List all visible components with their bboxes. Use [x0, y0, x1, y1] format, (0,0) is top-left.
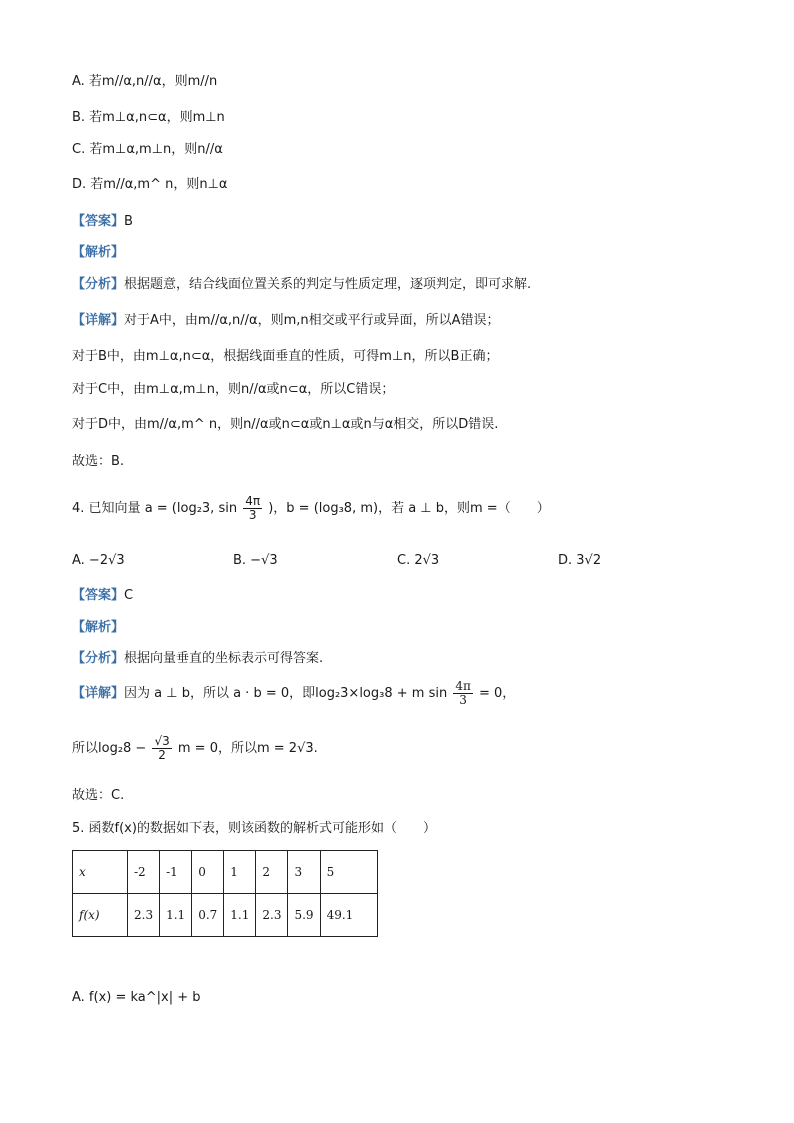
table-cell: -1: [160, 851, 192, 894]
q4-analysis: [72, 649, 323, 669]
q4-detail-line2: [72, 733, 318, 765]
q4-option-c: C. 2√3: [397, 553, 440, 568]
q3-analysis: [72, 275, 531, 295]
analysis-tag: 【分析】: [72, 277, 125, 292]
q4-line2-fraction: [152, 735, 171, 762]
fraction-denominator: 3: [248, 508, 257, 522]
table-cell: 2: [256, 851, 288, 894]
table-cell: 5: [320, 851, 377, 894]
q4-jiexi-tag: 【解析】: [72, 620, 125, 635]
q3-detail-c: 对于C中，由m⊥α,m⊥n，则n//α或n⊂α，所以C错误；: [72, 382, 395, 397]
q4-option-a: A. −2√3: [72, 553, 125, 568]
answer-tag: 【答案】: [72, 214, 125, 229]
fraction-numerator: 4π: [245, 494, 261, 508]
table-row: [73, 851, 378, 894]
data-table: [72, 850, 378, 937]
table-cell: f(x): [73, 894, 128, 937]
table-cell: x: [73, 851, 128, 894]
table-cell: 1: [224, 851, 256, 894]
q4-answer: [72, 586, 133, 606]
table-cell: 3: [288, 851, 320, 894]
fraction-denominator: 2: [158, 748, 166, 762]
q4-result: 故选：C.: [72, 788, 125, 803]
detail-text-1: 因为 a ⊥ b，所以 a · b = 0，即log₂3×log₃8 + m sin: [124, 686, 448, 701]
table-cell: 1.1: [160, 894, 192, 937]
answer-tag: 【答案】: [72, 588, 125, 603]
q4-rest: )，b = (log₃8, m)，若 a ⊥ b，则m =（ ）: [268, 501, 550, 516]
table-cell: 2.3: [128, 894, 160, 937]
line2-text-2: m = 0，所以m = 2√3.: [177, 741, 318, 756]
q3-option-d: D. 若m//α,m^ n，则n⊥α: [72, 177, 228, 192]
detail-tag: 【详解】: [72, 686, 125, 701]
table-cell: 2.3: [256, 894, 288, 937]
q3-detail: [72, 311, 500, 331]
analysis-tag: 【分析】: [72, 651, 125, 666]
q5-option-a: A. f(x) = ka^|x| + b: [72, 990, 201, 1005]
fraction-denominator: 3: [459, 693, 467, 707]
q3-option-b: B. 若m⊥α,n⊂α，则m⊥n: [72, 110, 225, 125]
table-cell: 49.1: [320, 894, 377, 937]
table-cell: 0: [192, 851, 224, 894]
q4-vec-a: a = (log₂3, sin: [144, 501, 238, 516]
q3-jiexi-tag: 【解析】: [72, 245, 125, 260]
table-cell: 1.1: [224, 894, 256, 937]
fraction-numerator: 4π: [455, 679, 471, 693]
line2-text-1: 所以log₂8 −: [72, 741, 147, 756]
detail-text-2: = 0，: [479, 686, 516, 701]
q4-detail: [72, 678, 515, 710]
table-cell: 0.7: [192, 894, 224, 937]
table-row: [73, 894, 378, 937]
detail-text: 对于A中，由m//α,n//α，则m,n相交或平行或异面，所以A错误；: [124, 313, 500, 328]
q3-result: 故选：B.: [72, 454, 125, 469]
q5-stem: 5. 函数f(x)的数据如下表，则该函数的解析式可能形如（ ）: [72, 821, 436, 836]
q4-number: 4. 已知向量: [72, 501, 141, 516]
fraction-numerator: √3: [154, 734, 170, 748]
analysis-text: 根据题意，结合线面位置关系的判定与性质定理，逐项判定，即可求解.: [124, 277, 532, 292]
answer-value: B: [124, 214, 133, 229]
q4-option-d: D. 3√2: [558, 553, 602, 568]
analysis-text: 根据向量垂直的坐标表示可得答案.: [124, 651, 324, 666]
q3-answer: [72, 212, 133, 232]
q4-fraction: [243, 495, 262, 522]
detail-tag: 【详解】: [72, 313, 125, 328]
q4-stem: [72, 493, 550, 525]
answer-value: C: [124, 588, 134, 603]
q3-option-c: C. 若m⊥α,m⊥n，则n//α: [72, 142, 223, 157]
q4-detail-fraction: [453, 680, 473, 707]
q4-option-b: B. −√3: [233, 553, 278, 568]
q3-option-a: A. 若m//α,n//α，则m//n: [72, 74, 218, 89]
table-cell: -2: [128, 851, 160, 894]
table-cell: 5.9: [288, 894, 320, 937]
q3-detail-b: 对于B中，由m⊥α,n⊂α，根据线面垂直的性质，可得m⊥n，所以B正确；: [72, 349, 499, 364]
q3-detail-d: 对于D中，由m//α,m^ n，则n//α或n⊂α或n⊥α或n与α相交，所以D错误.: [72, 417, 499, 432]
